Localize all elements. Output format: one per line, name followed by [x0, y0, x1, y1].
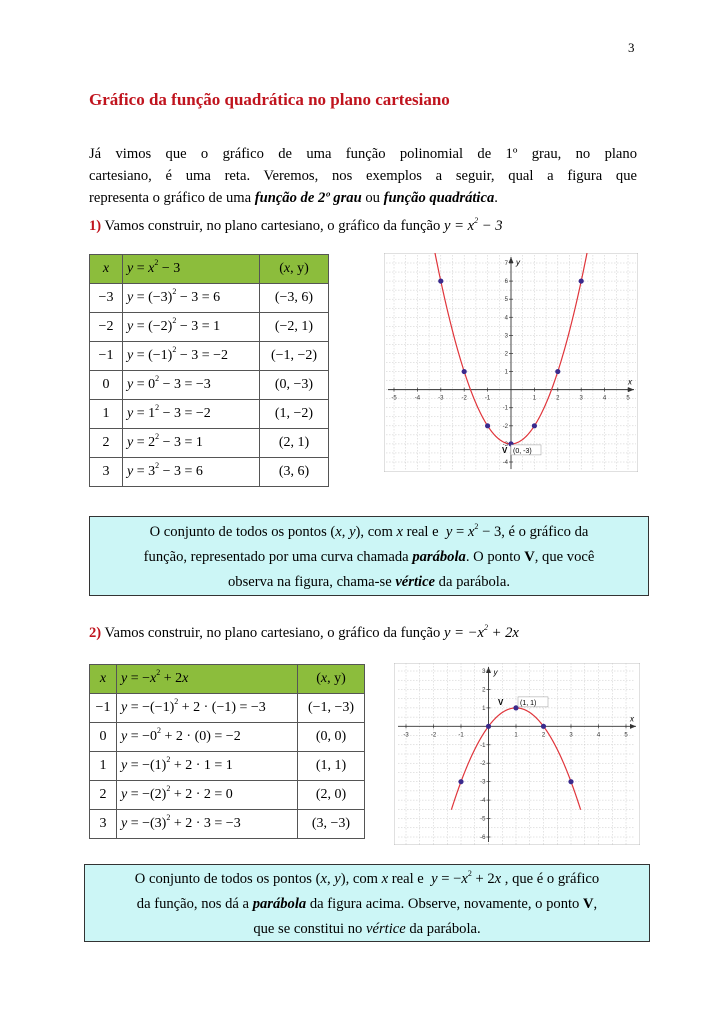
y-tick-label: 1 [482, 705, 486, 712]
table-cell: (3, 6) [260, 458, 329, 487]
y-tick-label: -4 [502, 460, 508, 466]
y-tick-label: -3 [480, 779, 486, 786]
table-cell: $y = -(1)^2 + 2 \cdot 1 = 1$ [117, 752, 298, 781]
table-header-cell: x [90, 255, 123, 284]
table-cell: $y = (-3)^2 - 3 = 6$ [123, 284, 260, 313]
y-tick-label: 2 [504, 351, 508, 358]
x-axis-label: x [630, 714, 634, 724]
data-point [458, 779, 463, 784]
table-cell: 1 [90, 400, 123, 429]
table-cell: $y = (-2)^2 - 3 = 1$ [123, 313, 260, 342]
data-point [568, 779, 573, 784]
table-cell: 2 [90, 429, 123, 458]
x-tick-label: 2 [556, 395, 560, 402]
table-cell: 0 [90, 371, 123, 400]
table-cell: $y = -(-1)^2 + 2 \cdot (-1) = -3$ [117, 694, 298, 723]
table-cell: (2, 1) [260, 429, 329, 458]
x-tick-label: 5 [626, 395, 630, 402]
x-tick-label: 3 [579, 395, 583, 402]
example-text: Vamos construir, no plano cartesiano, o gráfico da função [101, 625, 444, 641]
page-title: Gráfico da função quadrática no plano cartesiano [89, 90, 450, 109]
x-tick-label: -5 [391, 395, 397, 402]
table-cell: $y = 1^2 - 3 = -2$ [123, 400, 260, 429]
table-cell: −3 [90, 284, 123, 313]
values-table-2 [89, 664, 365, 839]
x-tick-label: -3 [403, 732, 409, 739]
y-tick-label: 2 [482, 687, 486, 694]
emphasis-quadratic: função quadrática [383, 190, 495, 206]
table-cell: $y = 2^2 - 3 = 1$ [123, 429, 260, 458]
x-tick-label: 2 [541, 732, 546, 739]
example-text: Vamos construir, no plano cartesiano, o gráfico da função [101, 218, 444, 234]
x-tick-label: 3 [569, 732, 573, 739]
x-tick-label: -3 [438, 395, 444, 402]
page-number: 3 [628, 40, 635, 55]
example-formula: $y = -x^2 + 2x$ [443, 623, 519, 641]
intro-text: . [494, 190, 498, 206]
y-tick-label: -5 [480, 816, 486, 823]
x-tick-label: 1 [514, 732, 518, 739]
table-cell: 3 [90, 458, 123, 487]
x-tick-label: -1 [484, 395, 491, 402]
example-1-heading [89, 218, 503, 235]
table-row [90, 342, 329, 371]
x-tick-label: -2 [461, 395, 467, 402]
data-point [486, 724, 491, 729]
y-tick-label: 5 [504, 297, 508, 304]
table-cell: (1, −2) [260, 400, 329, 429]
table-header-cell: $y = -x^2 + 2x$ [117, 665, 298, 694]
graph-2 [394, 663, 640, 845]
y-tick-label: -6 [480, 835, 486, 841]
table-header-row [90, 255, 329, 284]
x-tick-label: 4 [602, 395, 607, 402]
table-row [90, 810, 365, 839]
table-cell: (0, −3) [260, 371, 329, 400]
intro-text: representa o gráfico de uma [89, 190, 255, 206]
intro-line-1: Já vimos que o gráfico de uma função polinomial de 1º grau, no plano [89, 146, 637, 162]
table-cell: (−1, −3) [298, 694, 365, 723]
x-tick-label: -2 [430, 732, 437, 739]
table-header-cell: $y = x^2 - 3$ [123, 255, 260, 284]
y-tick-label: 1 [504, 369, 508, 376]
y-axis-label: y [493, 668, 498, 677]
table-cell: (−2, 1) [260, 313, 329, 342]
table-cell: 0 [90, 723, 117, 752]
table-cell: −1 [90, 694, 117, 723]
intro-line-3 [89, 187, 637, 209]
table-row [90, 752, 365, 781]
table-row [90, 400, 329, 429]
y-tick-label: -3 [502, 441, 508, 448]
table-row [90, 694, 365, 723]
table-cell: (1, 1) [298, 752, 365, 781]
y-axis-label: y [516, 258, 520, 267]
intro-paragraph [89, 143, 637, 209]
y-tick-label: 6 [504, 279, 508, 286]
table-cell: 3 [90, 810, 117, 839]
table-header-row [90, 665, 365, 694]
y-tick-label: -1 [502, 405, 508, 412]
table-cell: $y = -0^2 + 2 \cdot (0) = -2$ [117, 723, 298, 752]
table-cell: $y = -(2)^2 + 2 \cdot 2 = 0$ [117, 781, 298, 810]
x-tick-label: 5 [624, 732, 628, 739]
table-cell: $y = -(3)^2 + 2 \cdot 3 = -3$ [117, 810, 298, 839]
table-header-cell: (x, y) [298, 665, 365, 694]
table-row [90, 458, 329, 487]
emphasis-2nd-degree: função de 2º grau [254, 190, 362, 206]
table-cell: −2 [90, 313, 123, 342]
data-point [555, 369, 560, 374]
vertex-label: V [498, 697, 504, 707]
table-cell: (−3, 6) [260, 284, 329, 313]
table-row [90, 284, 329, 313]
y-tick-label: -2 [502, 423, 508, 430]
table-cell: $y = 0^2 - 3 = -3$ [123, 371, 260, 400]
intro-text: ou [361, 190, 384, 206]
table-row [90, 723, 365, 752]
table-header-cell: (x, y) [260, 255, 329, 284]
table-row [90, 313, 329, 342]
table-cell: (−1, −2) [260, 342, 329, 371]
vertex-coords: (1, 1) [520, 699, 537, 707]
table-row [90, 781, 365, 810]
data-point [579, 278, 584, 283]
table-header-cell: x [90, 665, 117, 694]
y-tick-label: 4 [504, 315, 508, 322]
example-number: 1) [89, 218, 102, 234]
vertex-coords: (0, -3) [513, 447, 532, 455]
table-row [90, 371, 329, 400]
graph-1 [384, 253, 638, 472]
example-formula: $y = x^2 - 3$ [443, 216, 503, 234]
table-cell: 2 [90, 781, 117, 810]
y-tick-label: -1 [480, 742, 486, 749]
definition-box-1: O conjunto de todos os pontos (x, y), com x real e $y = x^2 - 3$, é o gráfico da função, representado por uma curva chamada parábola. O ponto V, que você observa na figura, chama-se vértice da parábola. [89, 516, 649, 596]
y-tick-label: -2 [480, 761, 486, 768]
definition-box-2: O conjunto de todos os pontos (x, y), com x real e $y = -x^2 + 2x$ , que é o gráfico da função, nos dá a parábola da figura acima. Observe, novamente, o ponto V, que se constitui no vértice da parábola. [84, 864, 650, 942]
data-point [532, 423, 537, 428]
x-tick-label: -1 [458, 732, 464, 739]
table-cell: (2, 0) [298, 781, 365, 810]
x-tick-label: 4 [596, 732, 601, 739]
example-2-heading [89, 625, 519, 642]
table-cell: 1 [90, 752, 117, 781]
y-tick-label: 7 [504, 261, 508, 267]
x-tick-label: -4 [414, 395, 421, 402]
table-cell: (0, 0) [298, 723, 365, 752]
example-number: 2) [89, 625, 102, 641]
data-point [462, 369, 467, 374]
table-cell: $y = 3^2 - 3 = 6$ [123, 458, 260, 487]
data-point [485, 423, 490, 428]
table-cell: −1 [90, 342, 123, 371]
intro-line-2: cartesiano, é uma reta. Veremos, nos exemplos a seguir, qual a figura que [89, 168, 637, 184]
table-row [90, 429, 329, 458]
data-point [541, 724, 546, 729]
data-point [438, 278, 443, 283]
y-tick-label: 3 [504, 333, 508, 340]
values-table-1 [89, 254, 329, 487]
y-tick-label: 3 [482, 669, 486, 675]
x-tick-label: 1 [532, 395, 537, 402]
table-cell: $y = (-1)^2 - 3 = -2$ [123, 342, 260, 371]
y-tick-label: -4 [480, 798, 486, 805]
table-cell: (3, −3) [298, 810, 365, 839]
vertex-label: V [502, 445, 508, 455]
x-axis-label: x [628, 377, 632, 387]
